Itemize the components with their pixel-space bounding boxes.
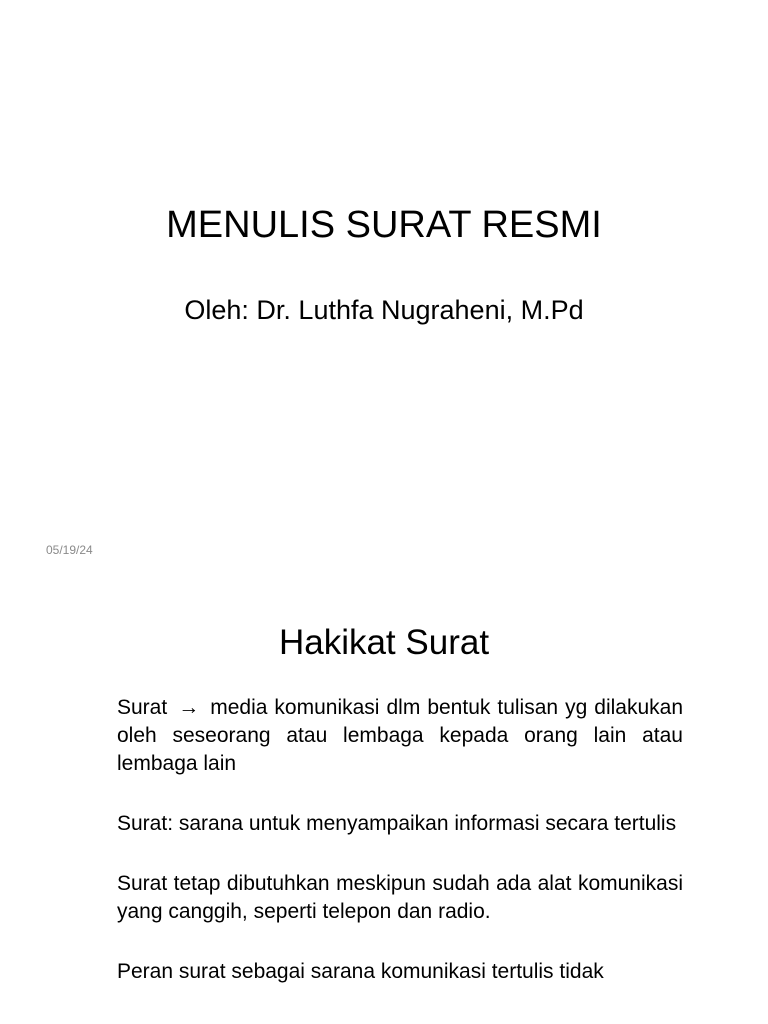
slide-body [117, 694, 683, 1018]
content-slide [0, 576, 768, 1024]
author-line: Oleh: Dr. Luthfa Nugraheni, M.Pd [184, 295, 584, 325]
paragraph-relevance: Surat tetap dibutuhkan meskipun sudah ada alat komunikasi yang canggih, seperti telepon dan radio. [117, 872, 683, 923]
slide-date: 05/19/24 [46, 543, 93, 557]
paragraph-role: Peran surat sebagai sarana komunikasi tertulis tidak [117, 960, 604, 983]
slide-title: Hakikat Surat [278, 623, 490, 662]
paragraph-text: media komunikasi dlm bentuk tulisan yg dilakukan oleh seseorang atau lembaga kepada orang lain atau lembaga lain [117, 696, 683, 775]
document-title: MENULIS SURAT RESMI [166, 204, 602, 246]
paragraph-lead: Surat [117, 696, 168, 719]
paragraph-purpose: Surat: sarana untuk menyampaikan informasi secara tertulis [117, 812, 677, 835]
arrow-right-icon: → [178, 696, 200, 719]
paragraph-definition [117, 694, 683, 778]
